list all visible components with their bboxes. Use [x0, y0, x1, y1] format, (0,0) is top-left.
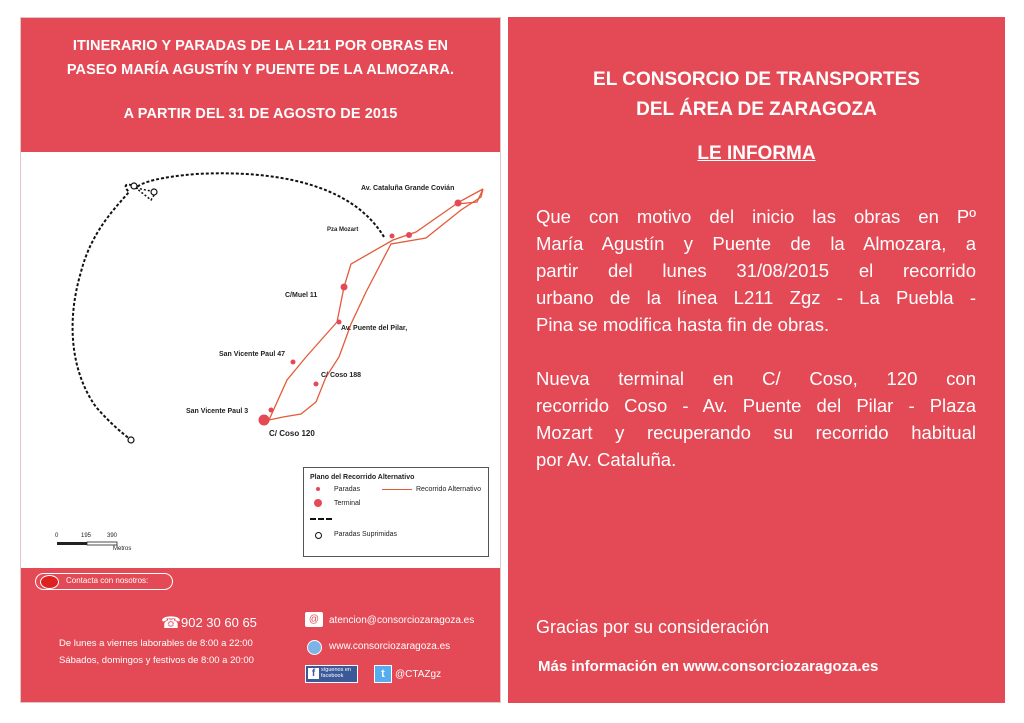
paragraph-1-line: Que con motivo del inicio las obras en Pº: [536, 206, 976, 227]
phone-icon: ☎: [161, 615, 181, 632]
thanks-text: Gracias por su consideración: [536, 617, 770, 637]
globe-icon: [307, 640, 322, 655]
label-sanvicente3: San Vicente Paul 3: [186, 408, 249, 415]
label-puente: Av. Puente del Pilar,: [341, 325, 408, 332]
label-coso188: C/ Coso 188: [321, 372, 362, 379]
paragraph-2-line: Nueva terminal en C/ Coso, 120 con: [536, 368, 976, 389]
terminal-dot: [259, 415, 270, 426]
legend-suppressed-icon: [310, 518, 332, 520]
scale-bar-segment: [87, 542, 117, 545]
legend-paradas: Paradas: [334, 486, 361, 493]
le-informa-heading: LE INFORMA: [697, 143, 816, 164]
contact-pill-label: Contacta con nosotros:: [66, 576, 149, 585]
scale-unit: Metros: [113, 546, 132, 552]
legend-recorrido-alt: Recorrido Alternativo: [416, 486, 481, 493]
twitter-icon: t: [374, 665, 392, 683]
hours-weekend: Sábados, domingos y festivos de 8:00 a 20:00: [59, 655, 254, 666]
label-muel: C/Muel 11: [285, 292, 318, 299]
stop-dot: [341, 284, 348, 291]
header-line-1: ITINERARIO Y PARADAS DE LA L211 POR OBRAS EN: [72, 38, 449, 54]
label-cataluna: Av. Cataluña Grande Covián: [361, 185, 455, 192]
email-link[interactable]: atencion@consorciozaragoza.es: [329, 615, 475, 626]
paragraph-2-line: recorrido Coso - Av. Puente del Pilar - Plaza: [536, 395, 976, 416]
scale-tick-0: 0: [55, 533, 59, 539]
right-panel: [508, 17, 1005, 703]
right-title-line-1: EL CONSORCIO DE TRANSPORTES: [593, 69, 920, 90]
legend-title: Plano del Recorrido Alternativo: [310, 474, 415, 481]
stop-dot: [390, 234, 395, 239]
label-mozart: Pza Mozart: [327, 227, 359, 233]
legend-terminal: Terminal: [334, 500, 361, 507]
hours-weekdays: De lunes a viernes laborables de 8:00 a 22:00: [59, 638, 253, 649]
legend-terminal-icon: [314, 499, 322, 507]
paragraph-1-line: urbano de la línea L211 Zgz - La Puebla -: [536, 287, 976, 308]
paragraph-1-line: Pina se modifica hasta fin de obras.: [536, 314, 830, 335]
email-icon: @: [305, 612, 323, 627]
paragraph-1-line: partir del lunes 31/08/2015 el recorrido: [536, 260, 976, 281]
facebook-badge-text: síguenos en facebook: [321, 667, 351, 679]
stop-dot: [269, 408, 274, 413]
scale-tick-390: 390: [107, 533, 118, 539]
web-link[interactable]: www.consorciozaragoza.es: [329, 641, 451, 652]
stop-dot: [314, 382, 319, 387]
stop-dot: [406, 232, 412, 238]
phone-number[interactable]: 902 30 60 65: [181, 615, 257, 630]
stop-dot: [291, 360, 296, 365]
map-legend: [303, 467, 489, 557]
legend-suppressed-stop-icon: [315, 532, 322, 539]
scale-tick-195: 195: [81, 533, 92, 539]
alternative-route: [269, 189, 483, 420]
label-sanvicente47: San Vicente Paul 47: [219, 351, 286, 358]
paragraph-2-line: Mozart y recuperando su recorrido habitual: [536, 422, 976, 443]
facebook-icon: f: [308, 668, 319, 679]
paragraph-1-line: María Agustín y Puente de la Almozara, a: [536, 233, 976, 254]
header-line-3: A PARTIR DEL 31 DE AGOSTO DE 2015: [123, 106, 398, 122]
right-title-line-2: DEL ÁREA DE ZARAGOZA: [636, 99, 877, 120]
legend-route-icon: [382, 489, 412, 490]
label-coso120: C/ Coso 120: [269, 429, 315, 438]
facebook-badge[interactable]: [305, 665, 358, 683]
scale-bar-segment: [57, 542, 87, 545]
paragraph-2-line: por Av. Cataluña.: [536, 449, 677, 470]
route-map: [21, 152, 500, 568]
contact-section: [21, 568, 500, 702]
legend-stop-icon: [316, 487, 320, 491]
twitter-handle[interactable]: @CTAZgz: [395, 669, 442, 680]
suppressed-stop: [151, 189, 157, 195]
suppressed-stop: [131, 183, 137, 189]
contact-pill: [35, 573, 173, 590]
legend-paradas-suprimidas: Paradas Suprimidas: [334, 531, 398, 538]
left-header: [21, 18, 500, 152]
header-line-2: PASEO MARÍA AGUSTÍN Y PUENTE DE LA ALMOZARA.: [66, 62, 455, 78]
suppressed-stop: [128, 437, 134, 443]
speech-bubble-icon: [40, 575, 59, 589]
suppressed-route: [73, 173, 384, 440]
stop-dot: [337, 320, 342, 325]
more-info-text: Más información en www.consorciozaragoza.es: [538, 658, 879, 675]
stop-dot: [455, 200, 462, 207]
